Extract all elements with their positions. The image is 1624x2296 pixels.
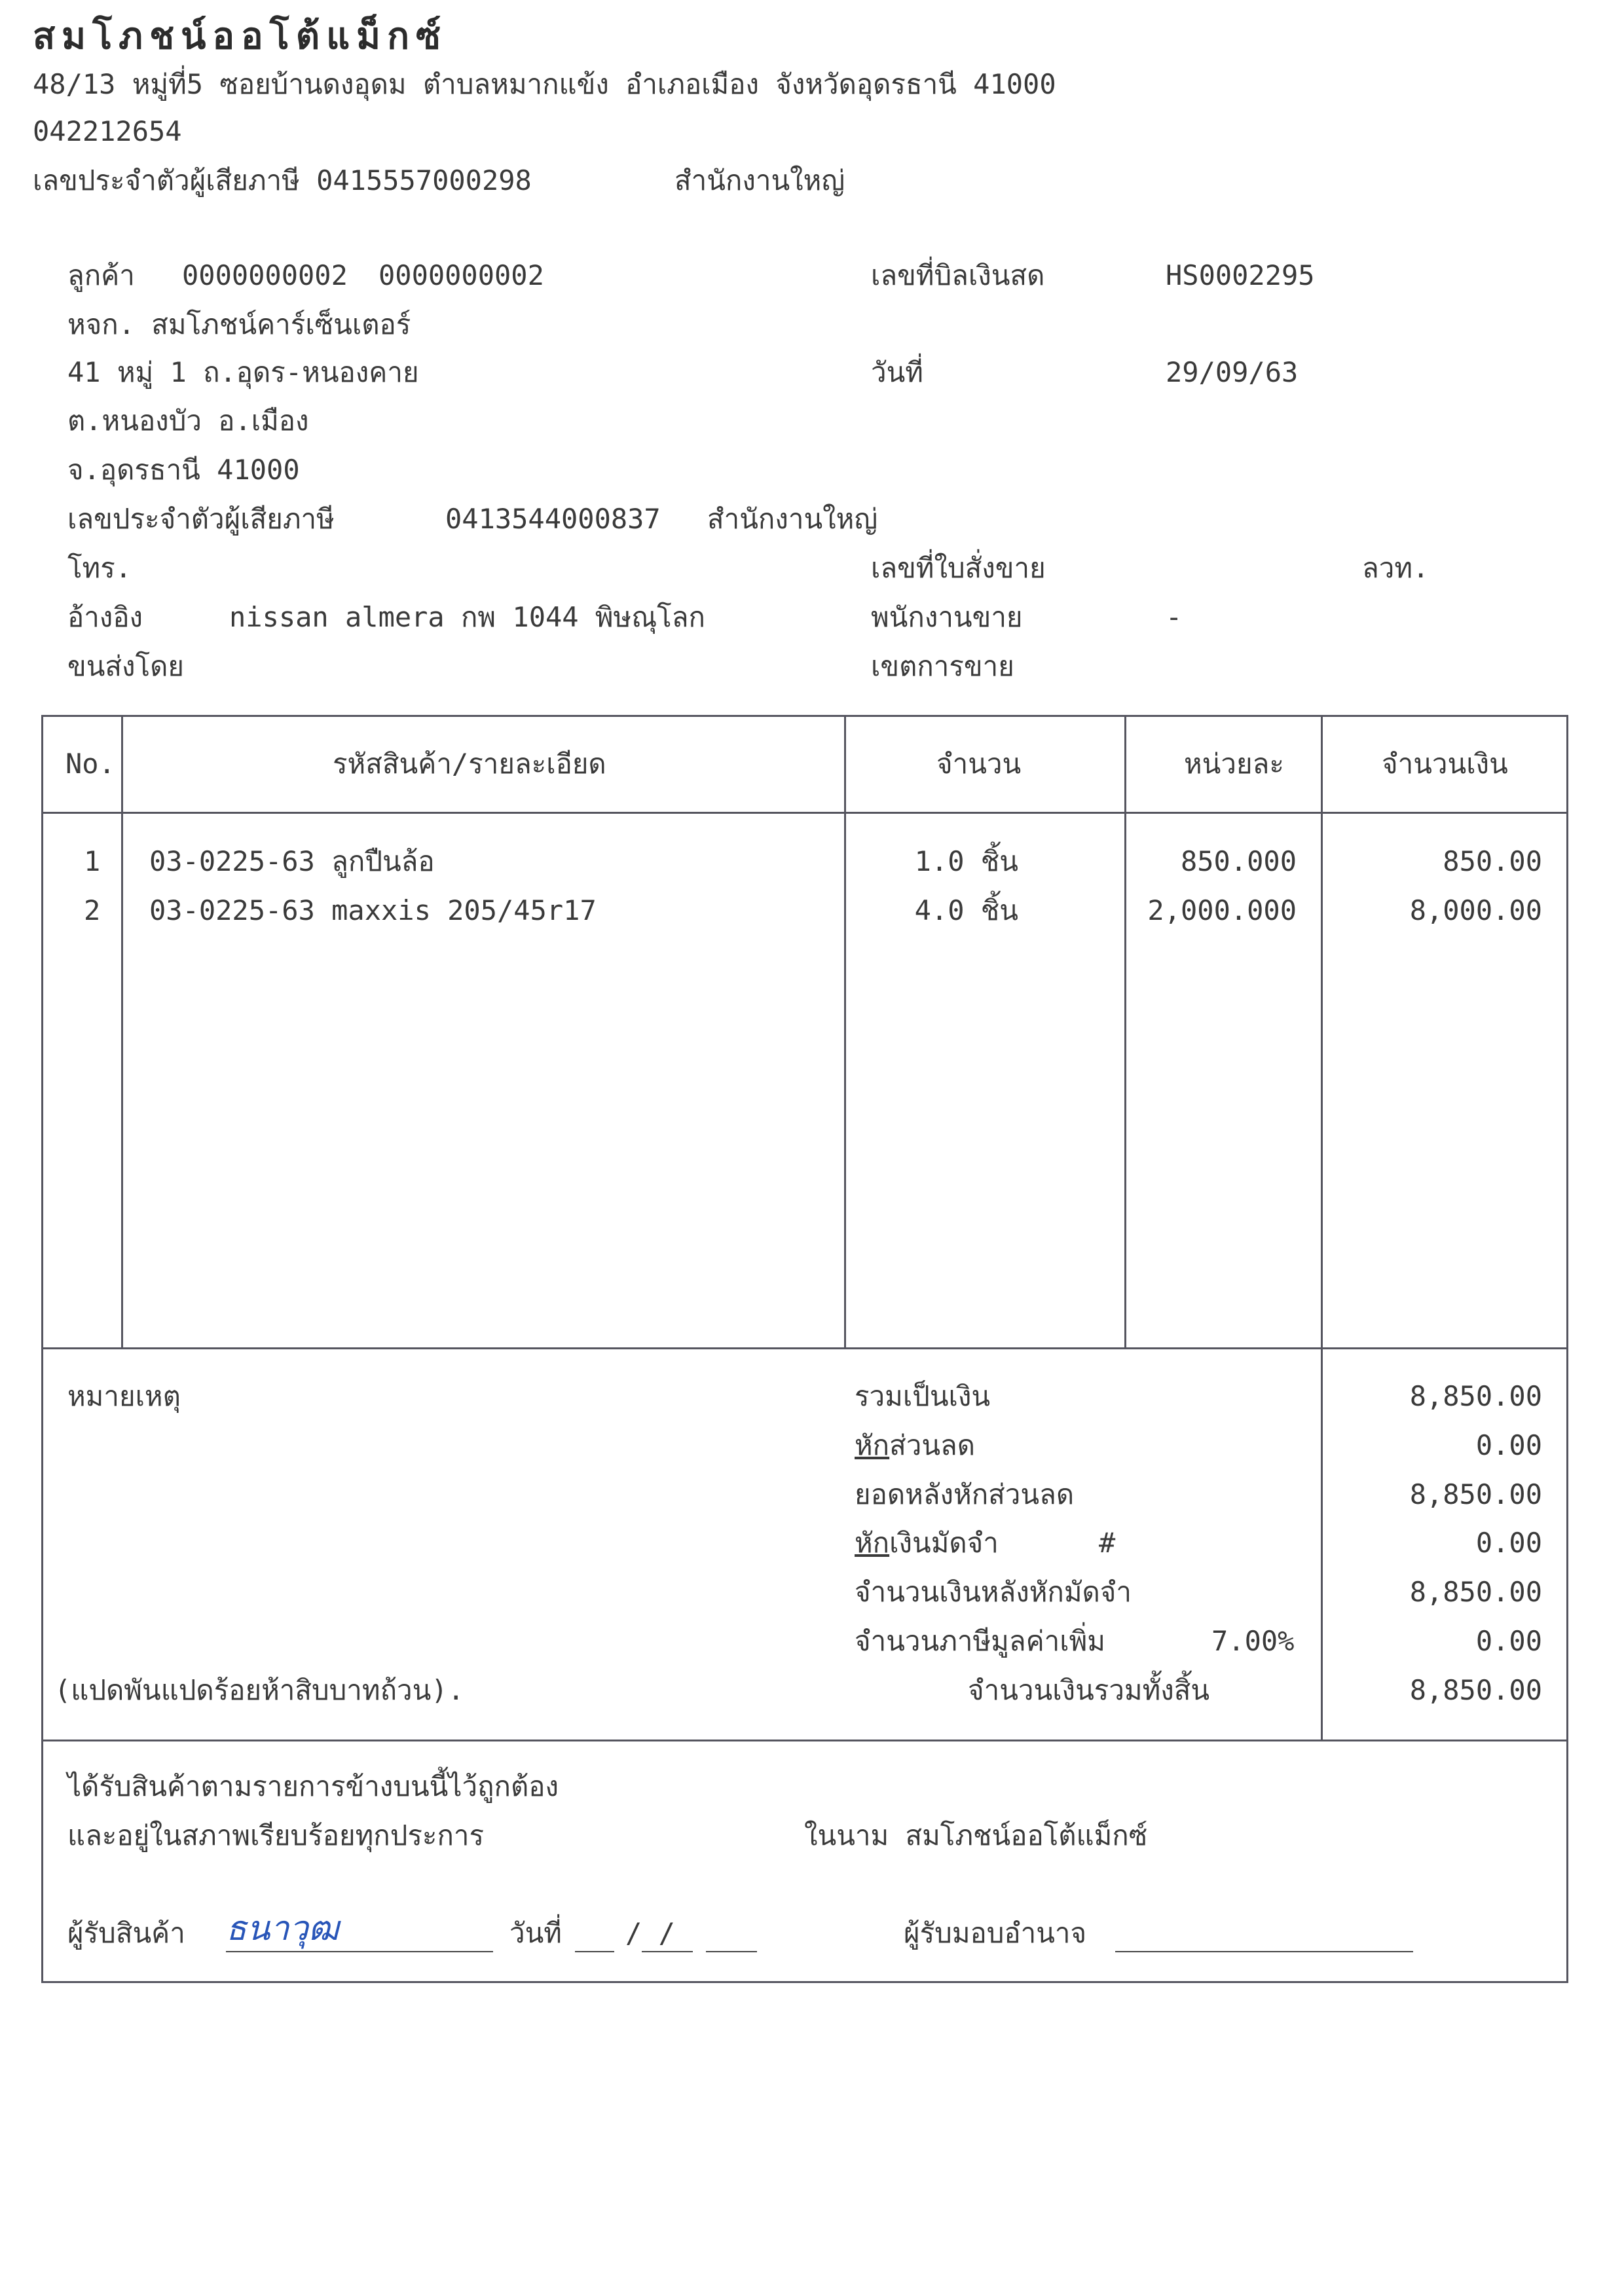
received-statement-2: และอยู่ในสภาพเรียบร้อยทุกประการ bbox=[67, 1819, 485, 1851]
col-divider-no bbox=[121, 715, 123, 1349]
company-branch: สำนักงานใหญ่ bbox=[674, 164, 845, 196]
on-behalf-of: ในนาม สมโภชน์ออโต้แม็กซ์ bbox=[804, 1819, 1148, 1851]
salesperson-value: - bbox=[1166, 601, 1183, 633]
totals-bottom-border bbox=[41, 1740, 1568, 1741]
discount-label-text: ส่วนลด bbox=[889, 1429, 976, 1461]
row-description: 03-0225-63 ลูกปืนล้อ bbox=[149, 845, 435, 877]
deposit-prefix: หัก bbox=[855, 1527, 890, 1559]
company-phone: 042212654 bbox=[33, 115, 182, 147]
table-body-border bbox=[41, 1347, 1568, 1349]
receive-date-label: วันที่ bbox=[509, 1917, 562, 1949]
bill-no-value: HS0002295 bbox=[1166, 259, 1315, 291]
row-unit-price: 2,000.000 bbox=[1147, 894, 1297, 926]
company-tax-id: เลขประจำตัวผู้เสียภาษี 0415557000298 bbox=[33, 164, 532, 196]
row-no: 2 bbox=[84, 894, 101, 926]
receiver-signature: ธนาวุฒ bbox=[226, 1909, 339, 1948]
col-divider-qty bbox=[1124, 715, 1126, 1349]
reference-label: อ้างอิง bbox=[67, 601, 143, 633]
bill-no-label: เลขที่บิลเงินสด bbox=[871, 259, 1045, 291]
row-description: 03-0225-63 maxxis 205/45r17 bbox=[149, 894, 597, 926]
table-header-border bbox=[41, 812, 1568, 814]
subtotal-label: รวมเป็นเงิน bbox=[855, 1380, 991, 1412]
shipping-label: ขนส่งโดย bbox=[67, 650, 185, 682]
customer-label: ลูกค้า bbox=[67, 259, 135, 291]
header-quantity: จำนวน bbox=[936, 748, 1022, 780]
bill-date-label: วันที่ bbox=[871, 356, 923, 388]
reference-value: nissan almera กพ 1044 พิษณุโลก bbox=[229, 601, 705, 633]
subtotal-value: 8,850.00 bbox=[1409, 1380, 1542, 1412]
discount-label bbox=[855, 1429, 976, 1461]
vat-value: 0.00 bbox=[1475, 1625, 1542, 1657]
col-divider-desc bbox=[844, 715, 846, 1349]
receiver-signature-line bbox=[226, 1951, 493, 1952]
customer-phone-label: โทร. bbox=[67, 552, 132, 584]
sales-order-value: ลวท. bbox=[1362, 552, 1430, 584]
company-address: 48/13 หมู่ที่5 ซอยบ้านดงอุดม ตำบลหมากแข้ง อำเภอเมือง จังหวัดอุดรธานี 41000 bbox=[33, 68, 1056, 100]
row-no: 1 bbox=[84, 845, 101, 877]
after-deposit-label: จำนวนเงินหลังหักมัดจำ bbox=[855, 1576, 1132, 1608]
row-amount: 8,000.00 bbox=[1409, 894, 1542, 926]
discount-value: 0.00 bbox=[1475, 1429, 1542, 1461]
after-deposit-value: 8,850.00 bbox=[1409, 1576, 1542, 1608]
after-discount-value: 8,850.00 bbox=[1409, 1478, 1542, 1510]
grand-total-value: 8,850.00 bbox=[1409, 1674, 1542, 1706]
vat-label: จำนวนภาษีมูลค่าเพิ่ม bbox=[855, 1625, 1105, 1657]
receive-date-slots: / / bbox=[625, 1917, 675, 1949]
after-discount-label: ยอดหลังหักส่วนลด bbox=[855, 1478, 1075, 1510]
col-divider-unit bbox=[1321, 715, 1323, 1741]
customer-name: หจก. สมโภชน์คาร์เซ็นเตอร์ bbox=[67, 308, 411, 340]
customer-tax-id: 0413544000837 bbox=[445, 503, 661, 535]
grand-total-label: จำนวนเงินรวมทั้งสิ้น bbox=[968, 1674, 1210, 1706]
discount-prefix: หัก bbox=[855, 1429, 890, 1461]
row-amount: 850.00 bbox=[1443, 845, 1542, 877]
date-month-line bbox=[642, 1951, 693, 1952]
authorized-label: ผู้รับมอบอำนาจ bbox=[904, 1917, 1087, 1949]
vat-rate: 7.00% bbox=[1211, 1625, 1295, 1657]
customer-code-1: 0000000002 bbox=[182, 259, 348, 291]
sales-order-label: เลขที่ใบสั่งขาย bbox=[871, 552, 1046, 584]
header-amount: จำนวนเงิน bbox=[1382, 748, 1508, 780]
customer-address-1: 41 หมู่ 1 ถ.อุดร-หนองคาย bbox=[67, 356, 419, 388]
deposit-hash: # bbox=[1099, 1527, 1116, 1559]
header-description: รหัสสินค้า/รายละเอียด bbox=[333, 748, 606, 780]
company-name: สมโภชน์ออโต้แม็กซ์ bbox=[33, 15, 448, 58]
customer-address-3: จ.อุดรธานี 41000 bbox=[67, 454, 300, 486]
header-no: No. bbox=[65, 748, 115, 780]
customer-tax-label: เลขประจำตัวผู้เสียภาษี bbox=[67, 503, 335, 535]
row-unit-price: 850.000 bbox=[1180, 845, 1297, 877]
amount-in-words: (แปดพันแปดร้อยห้าสิบบาทถ้วน). bbox=[54, 1674, 464, 1706]
date-year-line bbox=[706, 1951, 757, 1952]
receiver-label: ผู้รับสินค้า bbox=[67, 1917, 185, 1949]
received-statement-1: ได้รับสินค้าตามรายการข้างบนนี้ไว้ถูกต้อง bbox=[67, 1770, 559, 1802]
header-unit-price: หน่วยละ bbox=[1184, 748, 1284, 780]
deposit-label-text: เงินมัดจำ bbox=[889, 1527, 999, 1559]
sales-area-label: เขตการขาย bbox=[871, 650, 1014, 682]
table-right-border bbox=[1566, 715, 1568, 1983]
customer-address-2: ต.หนองบัว อ.เมือง bbox=[67, 405, 309, 437]
date-day-line bbox=[575, 1951, 614, 1952]
deposit-label bbox=[855, 1529, 999, 1557]
table-left-border bbox=[41, 715, 43, 1983]
customer-branch: สำนักงานใหญ่ bbox=[707, 503, 878, 535]
customer-code-2: 0000000002 bbox=[378, 259, 544, 291]
salesperson-label: พนักงานขาย bbox=[871, 601, 1023, 633]
row-quantity: 4.0 ชิ้น bbox=[914, 894, 1018, 926]
table-top-border bbox=[41, 715, 1568, 717]
bill-date-value: 29/09/63 bbox=[1166, 356, 1299, 388]
authorized-signature-line bbox=[1115, 1951, 1413, 1952]
deposit-value: 0.00 bbox=[1475, 1527, 1542, 1559]
footer-bottom-border bbox=[41, 1981, 1568, 1983]
remark-label: หมายเหตุ bbox=[67, 1380, 181, 1412]
row-quantity: 1.0 ชิ้น bbox=[914, 845, 1018, 877]
